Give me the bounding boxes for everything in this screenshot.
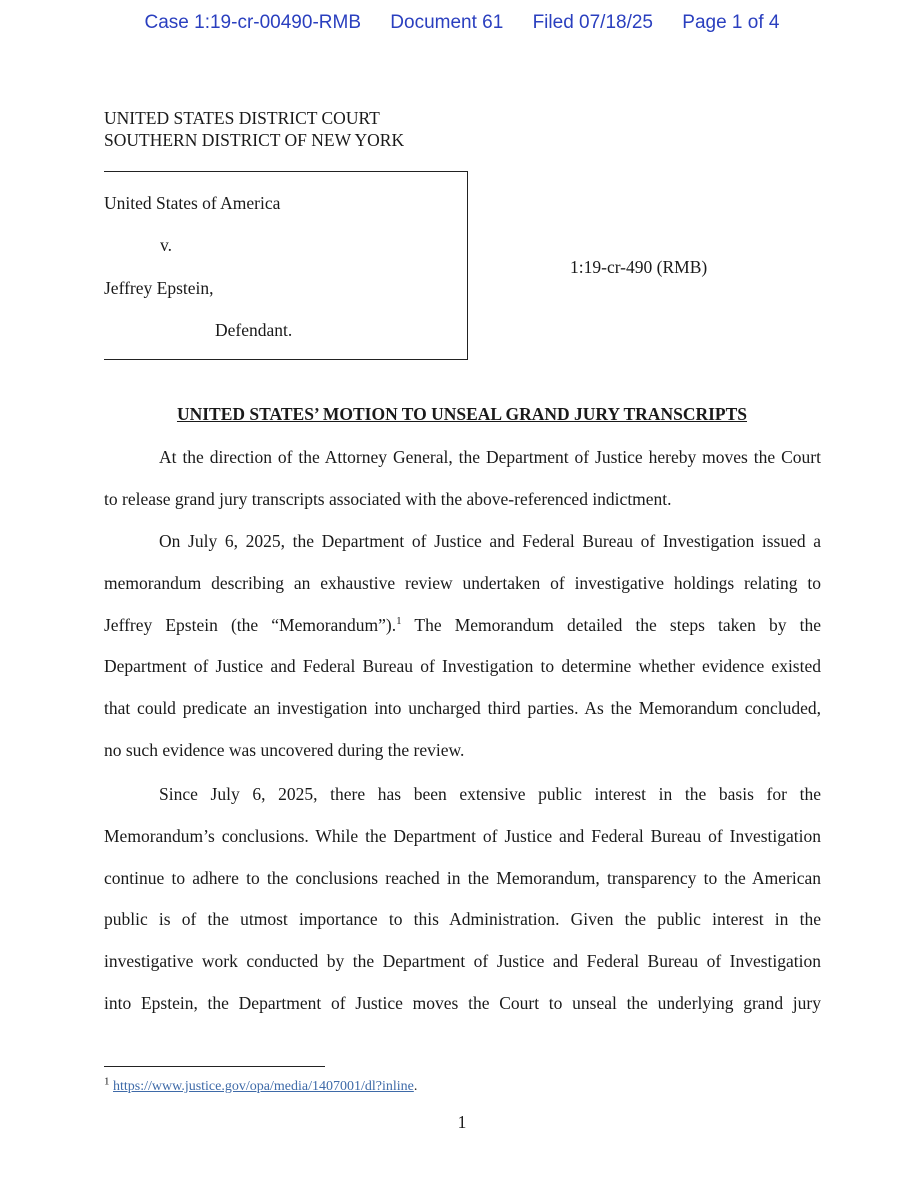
footnote-ref: 1 <box>396 614 402 627</box>
footnote-1 <box>104 1075 418 1095</box>
page-number: 1 <box>457 1112 467 1132</box>
p2-line: no such evidence was uncovered during the review. <box>104 739 465 760</box>
paragraph-2 <box>104 521 821 772</box>
court-line-1: UNITED STATES DISTRICT COURT <box>104 108 380 128</box>
footnote-link[interactable]: https://www.justice.gov/opa/media/1407001/dl?inline <box>113 1079 414 1094</box>
p2-line: memorandum describing an exhaustive review undertaken of investigative holdings relating to <box>104 572 821 593</box>
motion-title: UNITED STATES’ MOTION TO UNSEAL GRAND JURY TRANSCRIPTS <box>176 404 748 424</box>
p3-line: public is of the utmost importance to this Administration. Given the public interest in the <box>104 909 821 930</box>
p1-line: to release grand jury transcripts associated with the above-referenced indictment. <box>104 488 672 509</box>
p2-text: The Memorandum detailed the steps taken by the <box>414 614 821 635</box>
case-number-header: Case 1:19-cr-00490-RMB <box>144 12 361 33</box>
filed-date-header: Filed 07/18/25 <box>532 12 653 33</box>
footnote-marker: 1 <box>104 1075 110 1088</box>
defendant-name: Jeffrey Epstein, <box>104 278 214 298</box>
plaintiff-name: United States of America <box>104 193 281 213</box>
paragraph-1 <box>104 437 821 521</box>
defendant-label: Defendant. <box>215 320 293 340</box>
footnote-end: . <box>413 1079 418 1094</box>
paragraph-3 <box>104 774 821 1025</box>
p2-line <box>104 605 821 647</box>
court-line-2: SOUTHERN DISTRICT OF NEW YORK <box>104 130 405 150</box>
p3-line: Since July 6, 2025, there has been extensive public interest in the basis for the <box>159 784 821 804</box>
p2-line: that could predicate an investigation into uncharged third parties. As the Memorandum concluded, <box>104 698 821 719</box>
p3-line: investigative work conducted by the Department of Justice and Federal Bureau of Investigation <box>104 951 821 972</box>
versus-label: v. <box>160 235 172 255</box>
p3-line: continue to adhere to the conclusions reached in the Memorandum, transparency to the American <box>104 867 821 888</box>
p3-line: Memorandum’s conclusions. While the Department of Justice and Federal Bureau of Investigation <box>104 825 821 846</box>
p1-line: At the direction of the Attorney General, the Department of Justice hereby moves the Court <box>159 447 821 467</box>
footnote-separator <box>104 1066 325 1067</box>
p3-line: into Epstein, the Department of Justice moves the Court to unseal the underlying grand jury <box>104 992 821 1013</box>
docket-number: 1:19-cr-490 (RMB) <box>570 257 708 277</box>
ecf-header <box>0 12 924 34</box>
p2-text: Jeffrey Epstein (the “Memorandum”). <box>104 614 397 635</box>
p2-line: Department of Justice and Federal Bureau of Investigation to determine whether evidence existed <box>104 656 821 677</box>
court-name <box>104 107 404 151</box>
p2-line: On July 6, 2025, the Department of Justice and Federal Bureau of Investigation issued a <box>159 531 821 551</box>
page-count-header: Page 1 of 4 <box>682 12 780 33</box>
document-number-header: Document 61 <box>390 12 504 33</box>
